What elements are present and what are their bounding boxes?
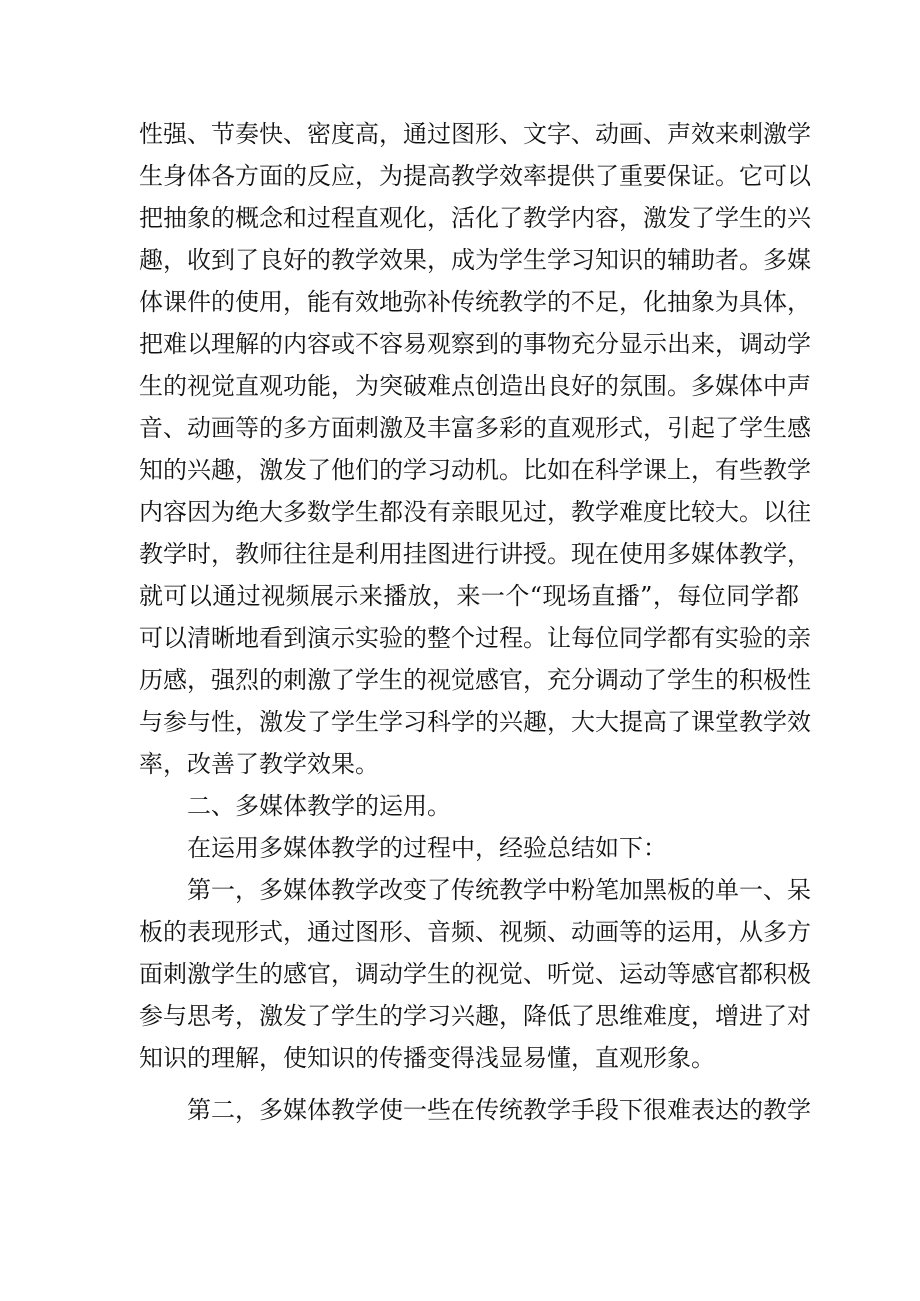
text-line: 性强、节奏快、密度高，通过图形、文字、动画、声效来刺激学 <box>139 120 811 148</box>
text-line: 历感，强烈的刺激了学生的视觉感官，充分调动了学生的积极性 <box>139 666 811 694</box>
text-line: 板的表现形式，通过图形、音频、视频、动画等的运用，从多方 <box>139 918 811 946</box>
text-line: 可以清晰地看到演示实验的整个过程。让每位同学都有实验的亲 <box>139 624 811 652</box>
text-line: 知的兴趣，激发了他们的学习动机。比如在科学课上，有些教学 <box>139 456 811 484</box>
intro-line: 在运用多媒体教学的过程中，经验总结如下： <box>187 834 667 862</box>
text-line: 把抽象的概念和过程直观化，活化了教学内容，激发了学生的兴 <box>139 204 811 232</box>
text-line: 生身体各方面的反应，为提高教学效率提供了重要保证。它可以 <box>139 162 811 190</box>
paragraph-gap <box>139 1079 799 1089</box>
text-line: 把难以理解的内容或不容易观察到的事物充分显示出来，调动学 <box>139 330 811 358</box>
text-line: 音、动画等的多方面刺激及丰富多彩的直观形式，引起了学生感 <box>139 414 811 442</box>
section-heading: 二、多媒体教学的运用。 <box>187 792 451 820</box>
paragraph-multimedia-benefits <box>139 113 811 785</box>
text-line: 内容因为绝大多数学生都没有亲眼见过，教学难度比较大。以往 <box>139 498 811 526</box>
text-line: 参与思考，激发了学生的学习兴趣，降低了思维难度，增进了对 <box>139 1002 811 1030</box>
paragraph-first-point <box>139 869 811 1079</box>
text-line: 生的视觉直观功能，为突破难点创造出良好的氛围。多媒体中声 <box>139 372 811 400</box>
text-line: 体课件的使用，能有效地弥补传统教学的不足，化抽象为具体， <box>139 288 811 316</box>
text-line: 与参与性，激发了学生学习科学的兴趣，大大提高了课堂教学效 <box>139 708 811 736</box>
text-line: 教学时，教师往往是利用挂图进行讲授。现在使用多媒体教学， <box>139 540 811 568</box>
paragraph-second-point <box>139 1089 811 1131</box>
text-line: 知识的理解，使知识的传播变得浅显易懂，直观形象。 <box>139 1044 715 1072</box>
text-line: 第二，多媒体教学使一些在传统教学手段下很难表达的教学 <box>187 1096 811 1124</box>
text-line: 第一，多媒体教学改变了传统教学中粉笔加黑板的单一、呆 <box>187 876 811 904</box>
text-line: 就可以通过视频展示来播放，来一个“现场直播”，每位同学都 <box>139 582 799 610</box>
text-line: 面刺激学生的感官，调动学生的视觉、听觉、运动等感官都积极 <box>139 960 811 988</box>
text-line: 率，改善了教学效果。 <box>139 750 379 778</box>
text-line: 趣，收到了良好的教学效果，成为学生学习知识的辅助者。多媒 <box>139 246 811 274</box>
document-body <box>139 113 811 1131</box>
